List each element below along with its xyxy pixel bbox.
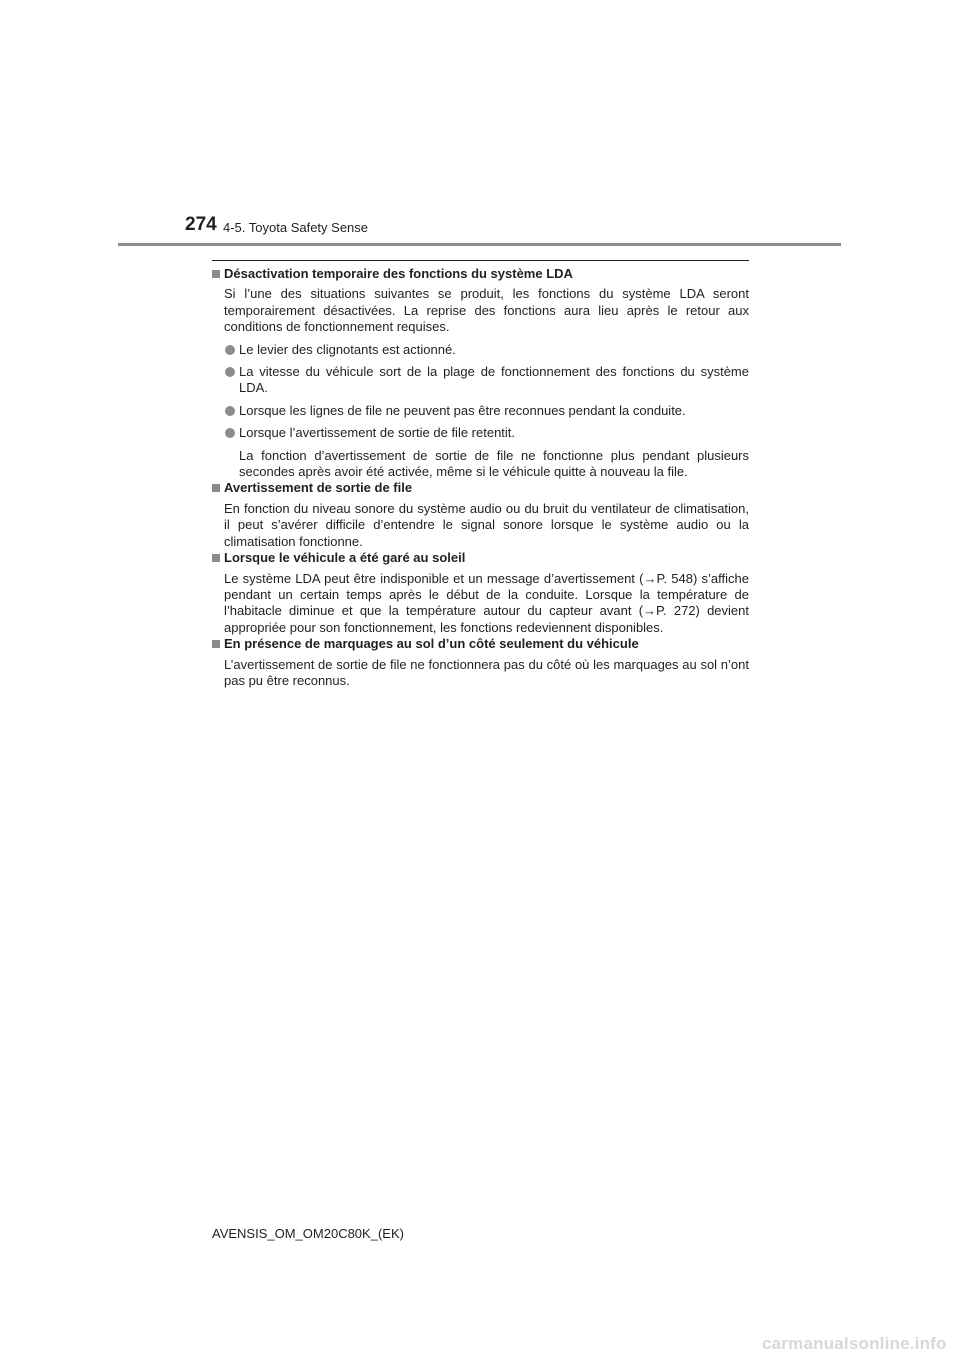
section-paragraph: L’avertissement de sortie de file ne fonctionnera pas du côté où les marquages au sol n’ont pas pu être reconnus. bbox=[224, 656, 749, 688]
list-item-text: Lorsque les lignes de file ne peuvent pas être reconnues pendant la conduite. bbox=[239, 402, 686, 418]
section-heading-text: En présence de marquages au sol d’un côté seulement du véhicule bbox=[224, 636, 639, 652]
document-code: AVENSIS_OM_OM20C80K_(EK) bbox=[212, 1226, 404, 1241]
section-heading bbox=[212, 480, 749, 496]
circle-bullet-icon bbox=[225, 345, 235, 355]
circle-bullet-icon bbox=[225, 406, 235, 416]
list-item bbox=[212, 364, 749, 397]
section-title: 4-5. Toyota Safety Sense bbox=[223, 220, 369, 235]
list-item-text: La vitesse du véhicule sort de la plage de fonctionnement des fonctions du système LDA. bbox=[239, 364, 749, 396]
section-heading-text: Désactivation temporaire des fonctions du système LDA bbox=[224, 266, 573, 281]
section-lda-deactivation bbox=[212, 266, 749, 480]
page-number: 274 bbox=[185, 214, 217, 235]
circle-bullet-icon bbox=[225, 428, 235, 438]
section-heading bbox=[212, 266, 749, 282]
section-paragraph: Le système LDA peut être indisponible et un message d’avertissement (→P. 548) s’affiche pendant un certain temps après le début de la conduite. Lorsque la température de l’habitacle diminue et que la température autour du capteur avant (→P. 272) devient appropriée pour son fonctionnement, les fonctions redeviennent disponibles. bbox=[224, 570, 749, 635]
list-item bbox=[212, 342, 749, 358]
section-lane-departure-warning bbox=[212, 480, 749, 550]
list-item-text: Lorsque l’avertissement de sortie de file retentit. bbox=[239, 425, 516, 441]
section-heading bbox=[212, 636, 749, 652]
square-bullet-icon bbox=[212, 640, 220, 648]
list-item-text: Le levier des clignotants est actionné. bbox=[239, 341, 456, 357]
section-one-side-markings bbox=[212, 636, 749, 689]
list-item bbox=[212, 425, 749, 441]
circle-bullet-icon bbox=[225, 367, 235, 377]
section-heading-text: Avertissement de sortie de file bbox=[224, 480, 413, 496]
square-bullet-icon bbox=[212, 270, 220, 278]
list-item bbox=[212, 403, 749, 419]
list-item-detail: La fonction d’avertissement de sortie de file ne fonctionne plus pendant plusieurs secondes après avoir été activée, même si le véhicule quitte à nouveau la file. bbox=[239, 447, 749, 480]
section-paragraph: Si l’une des situations suivantes se produit, les fonctions du système LDA seront temporairement désactivées. La reprise des fonctions aura lieu après le retour aux conditions de fonctionnement requises. bbox=[224, 286, 749, 335]
section-paragraph: En fonction du niveau sonore du système audio ou du bruit du ventilateur de climatisation, il peut s’avérer difficile d’entendre le signal sonore lorsque le système audio ou la climatisation fonctionne. bbox=[224, 500, 749, 549]
page-content bbox=[212, 266, 749, 689]
square-bullet-icon bbox=[212, 554, 220, 562]
section-parked-in-sun bbox=[212, 550, 749, 636]
watermark: carmanualsonline.info bbox=[762, 1334, 947, 1353]
square-bullet-icon bbox=[212, 484, 220, 492]
section-heading-text: Lorsque le véhicule a été garé au soleil bbox=[224, 550, 466, 566]
section-heading bbox=[212, 550, 749, 566]
header-divider bbox=[118, 243, 841, 246]
content-divider bbox=[212, 260, 749, 261]
